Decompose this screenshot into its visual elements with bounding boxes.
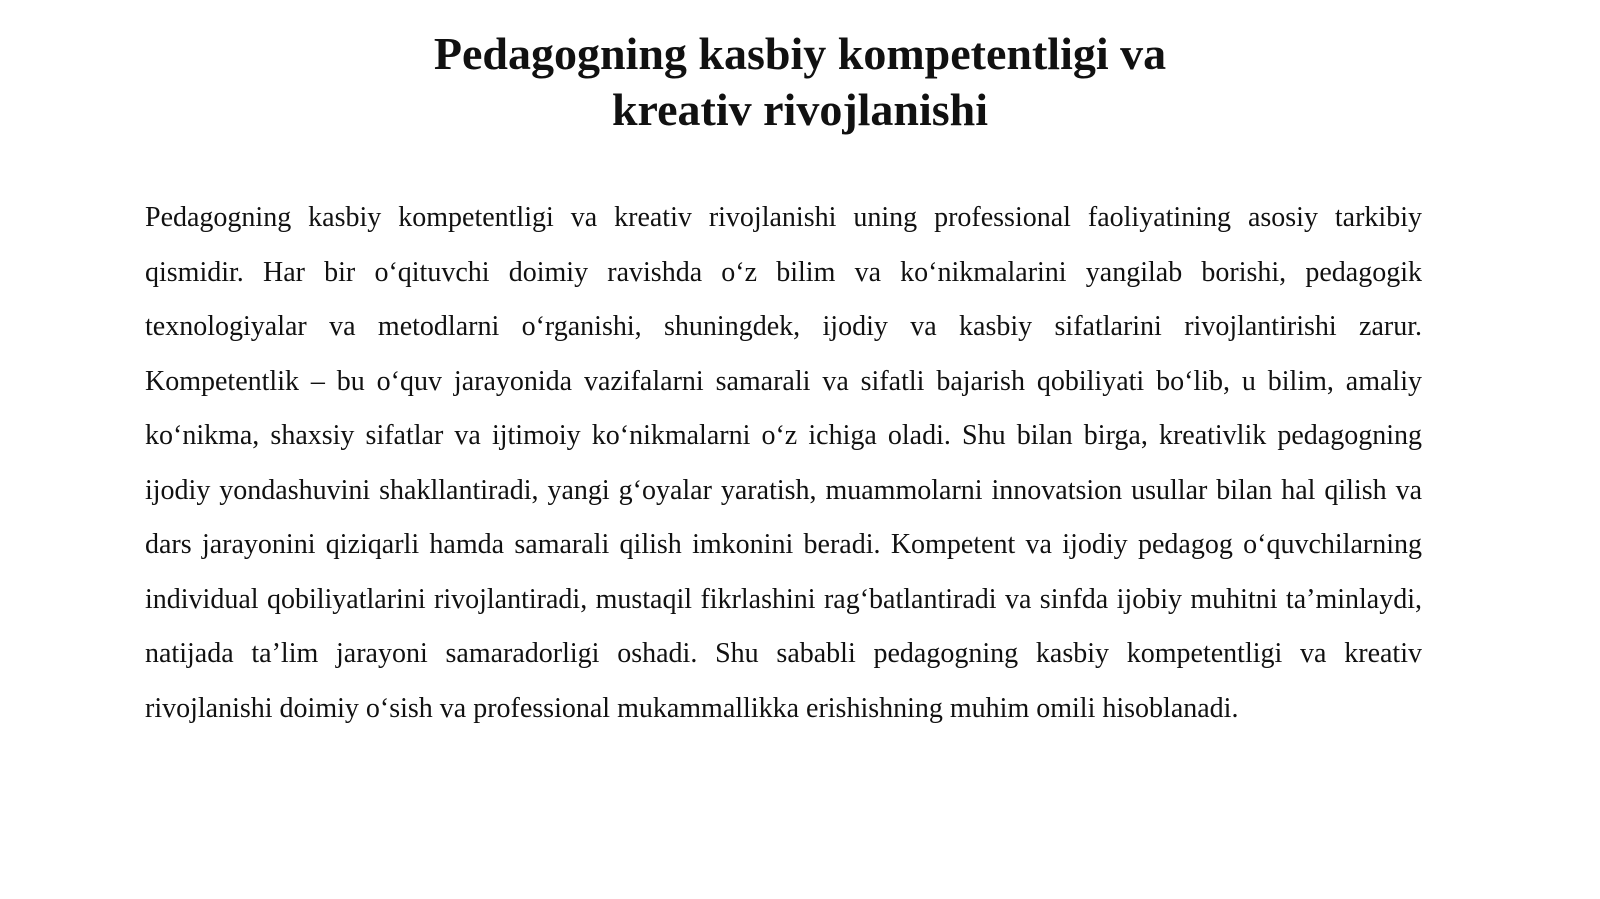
slide-title-line-2: kreativ rivojlanishi (611, 84, 989, 135)
slide-title-line-1: Pedagogning kasbiy kompetentligi va (433, 28, 1167, 79)
body-paragraph: Pedagogning kasbiy kompetentligi va kreativ rivojlanishi uning professional faoliyatining asosiy tarkibiy qismidir. Har bir o‘qituvchi doimiy ravishda o‘z bilim va ko‘nikmalarini yangilab borishi, pedagogik texnologiyalar va metodlarni o‘rganishi, shuningdek, ijodiy va kasbiy sifatlarini rivojlantirishi zarur. Kompetentlik – bu o‘quv jarayonida vazifalarni samarali va sifatli bajarish qobiliyati bo‘lib, u bilim, amaliy ko‘nikma, shaxsiy sifatlar va ijtimoiy ko‘nikmalarni o‘z ichiga oladi. Shu bilan birga, kreativlik pedagogning ijodiy yondashuvini shakllantiradi, yangi g‘oyalar yaratish, muammolarni innovatsion usullar bilan hal qilish va dars jarayonini qiziqarli hamda samarali qilish imkonini beradi. Kompetent va ijodiy pedagog o‘quvchilarning individual qobiliyatlarini rivojlantiradi, mustaqil fikrlashini rag‘batlantiradi va sinfda ijobiy muhitni ta’minlaydi, natijada ta’lim jarayoni samaradorligi oshadi. Shu sababli pedagogning kasbiy kompetentligi va kreativ rivojlanishi doimiy o‘sish va professional mukammallikka erishishning muhim omili hisoblanadi. (145, 202, 1422, 724)
slide-title (300, 26, 1300, 138)
